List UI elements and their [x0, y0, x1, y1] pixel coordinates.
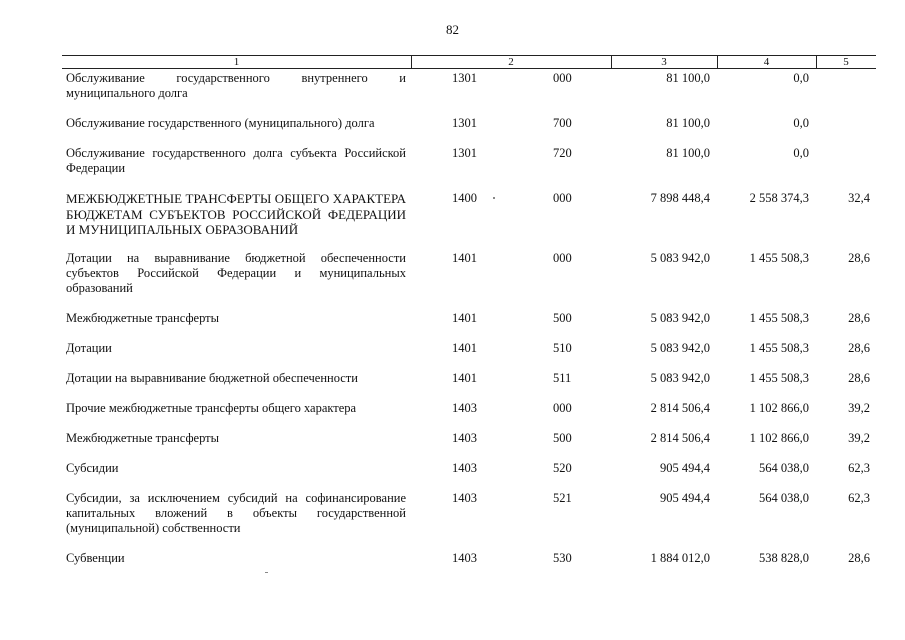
row-section-code: 1403	[452, 461, 477, 475]
row-percent: 28,6	[848, 341, 870, 355]
row-section-code: 1403	[452, 491, 477, 505]
row-plan-value: 905 494,4	[660, 491, 710, 505]
row-expense-code: 521	[553, 491, 572, 505]
row-plan-value: 2 814 506,4	[650, 431, 710, 445]
row-section-code: 1301	[452, 71, 477, 85]
header-bottom-rule	[62, 68, 876, 69]
row-name: Дотации	[66, 341, 112, 355]
row-section-code: 1301	[452, 146, 477, 160]
row-expense-code: 510	[553, 341, 572, 355]
row-actual-value: 0,0	[793, 116, 809, 130]
row-actual-value: 1 455 508,3	[749, 311, 809, 325]
row-name: Субсидии	[66, 461, 119, 475]
row-section-code: 1403	[452, 401, 477, 415]
row-name: Обслуживание государственного внутреннего и муниципального долга	[66, 71, 406, 100]
row-expense-code: 720	[553, 146, 572, 160]
row-actual-value: 2 558 374,3	[749, 191, 809, 205]
row-expense-code: 000	[553, 191, 572, 205]
row-name: Субсидии, за исключением субсидий на софинансирование капитальных вложений в объекты государственной (муниципальной) собственности	[66, 491, 406, 535]
row-percent: 62,3	[848, 491, 870, 505]
row-section-code: 1301	[452, 116, 477, 130]
row-plan-value: 2 814 506,4	[650, 401, 710, 415]
row-plan-value: 1 884 012,0	[650, 551, 710, 565]
row-actual-value: 564 038,0	[759, 491, 809, 505]
row-actual-value: 1 455 508,3	[749, 371, 809, 385]
row-name: Обслуживание государственного (муниципального) долга	[66, 116, 375, 130]
row-percent: 62,3	[848, 461, 870, 475]
row-actual-value: 538 828,0	[759, 551, 809, 565]
row-percent: 28,6	[848, 251, 870, 265]
page-number: 82	[446, 22, 459, 37]
row-actual-value: 1 455 508,3	[749, 341, 809, 355]
row-percent: 39,2	[848, 431, 870, 445]
row-percent: 32,4	[848, 191, 870, 205]
row-section-code: 1401	[452, 341, 477, 355]
row-section-code: 1400	[452, 191, 477, 205]
row-percent: 39,2	[848, 401, 870, 415]
row-name: Субвенции	[66, 551, 125, 565]
row-section-code: 1401	[452, 371, 477, 385]
row-expense-code: 700	[553, 116, 572, 130]
header-col-4: 4	[763, 56, 770, 68]
row-name: Обслуживание государственного долга субъекта Российской Федерации	[66, 146, 406, 175]
scan-speck	[493, 197, 495, 199]
row-name: Межбюджетные трансферты	[66, 311, 220, 325]
row-plan-value: 5 083 942,0	[650, 311, 710, 325]
row-name: Дотации на выравнивание бюджетной обеспеченности	[66, 371, 358, 385]
row-expense-code: 000	[553, 71, 572, 85]
row-section-code: 1401	[452, 251, 477, 265]
row-expense-code: 000	[553, 251, 572, 265]
row-plan-value: 905 494,4	[660, 461, 710, 475]
row-name: Дотации на выравнивание бюджетной обеспеченности субъектов Российской Федерации и муниципальных образований	[66, 251, 406, 295]
header-col-3: 3	[661, 56, 667, 68]
row-plan-value: 5 083 942,0	[650, 341, 710, 355]
row-percent: 28,6	[848, 371, 870, 385]
header-col-5: 5	[843, 56, 849, 68]
row-actual-value: 1 102 866,0	[749, 431, 809, 445]
row-expense-code: 511	[553, 371, 572, 385]
row-plan-value: 5 083 942,0	[650, 371, 710, 385]
row-section-code: 1403	[452, 431, 477, 445]
row-expense-code: 000	[553, 401, 572, 415]
row-name: Прочие межбюджетные трансферты общего характера	[66, 401, 357, 415]
row-percent: 28,6	[848, 551, 870, 565]
row-expense-code: 500	[553, 311, 572, 325]
scan-speck	[265, 572, 268, 573]
row-plan-value: 81 100,0	[666, 71, 710, 85]
row-expense-code: 500	[553, 431, 572, 445]
row-section-code: 1403	[452, 551, 477, 565]
row-plan-value: 5 083 942,0	[650, 251, 710, 265]
row-actual-value: 1 102 866,0	[749, 401, 809, 415]
row-actual-value: 1 455 508,3	[749, 251, 809, 265]
row-actual-value: 0,0	[793, 146, 809, 160]
row-name: Межбюджетные трансферты	[66, 431, 220, 445]
header-col-1: 1	[233, 56, 240, 68]
row-actual-value: 0,0	[793, 71, 809, 85]
row-name: МЕЖБЮДЖЕТНЫЕ ТРАНСФЕРТЫ ОБЩЕГО ХАРАКТЕРА БЮДЖЕТАМ СУБЪЕКТОВ РОССИЙСКОЙ ФЕДЕРАЦИИ И МУНИЦИПАЛЬНЫХ ОБРАЗОВАНИЙ	[66, 191, 406, 237]
row-plan-value: 81 100,0	[666, 146, 710, 160]
row-plan-value: 7 898 448,4	[650, 191, 710, 205]
row-section-code: 1401	[452, 311, 477, 325]
row-plan-value: 81 100,0	[666, 116, 710, 130]
row-expense-code: 520	[553, 461, 572, 475]
row-percent: 28,6	[848, 311, 870, 325]
header-col-2: 2	[508, 56, 514, 68]
row-expense-code: 530	[553, 551, 572, 565]
row-actual-value: 564 038,0	[759, 461, 809, 475]
